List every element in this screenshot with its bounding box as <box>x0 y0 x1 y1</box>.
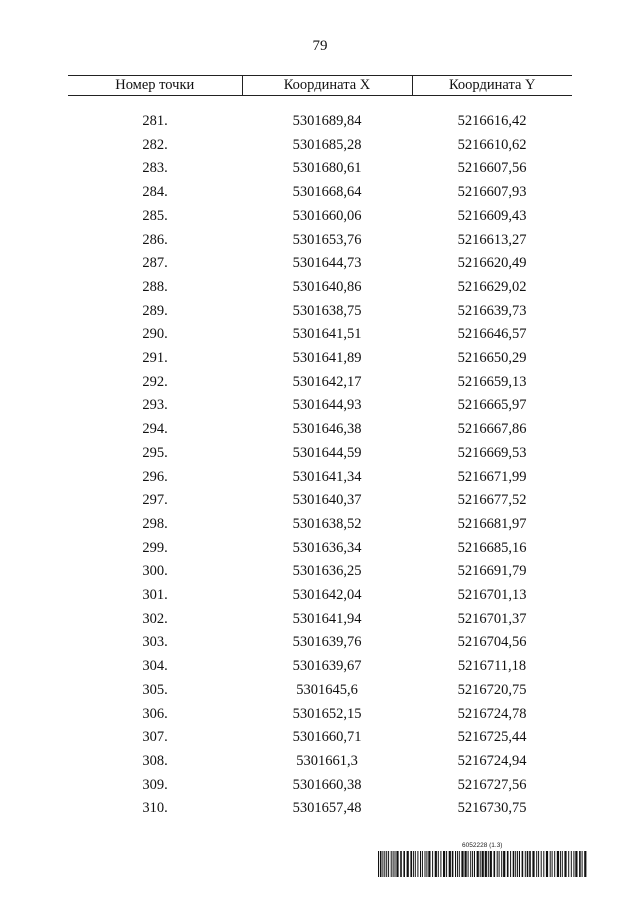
cell-coordinate-x: 5301653,76 <box>292 231 362 248</box>
cell-coordinate-x: 5301660,06 <box>292 207 362 224</box>
cell-point-number: 297. <box>142 492 168 509</box>
cell-coordinate-x: 5301644,93 <box>292 397 362 414</box>
cell-point-number: 306. <box>142 705 168 722</box>
cell-coordinate-x: 5301638,75 <box>292 302 362 319</box>
cell-coordinate-x: 5301646,38 <box>292 421 362 438</box>
cell-point-number: 283. <box>142 160 168 177</box>
cell-coordinate-y: 5216701,13 <box>457 587 527 604</box>
cell-coordinate-x: 5301668,64 <box>292 184 362 201</box>
cell-coordinate-x: 5301641,94 <box>292 610 362 627</box>
cell-coordinate-x: 5301660,71 <box>292 729 362 746</box>
cell-coordinate-y: 5216646,57 <box>457 326 527 343</box>
table-row <box>68 655 572 679</box>
cell-coordinate-y: 5216724,94 <box>457 752 527 769</box>
cell-coordinate-y: 5216607,93 <box>457 184 527 201</box>
cell-coordinate-y: 5216720,75 <box>457 681 527 698</box>
cell-coordinate-y: 5216724,78 <box>457 705 527 722</box>
cell-coordinate-y: 5216725,44 <box>457 729 527 746</box>
table-row <box>68 300 572 324</box>
cell-coordinate-x: 5301640,86 <box>292 278 362 295</box>
cell-coordinate-y: 5216629,02 <box>457 278 527 295</box>
cell-coordinate-y: 5216639,73 <box>457 302 527 319</box>
cell-coordinate-x: 5301660,38 <box>292 776 362 793</box>
table-row <box>68 703 572 727</box>
cell-point-number: 293. <box>142 397 168 414</box>
cell-coordinate-y: 5216607,56 <box>457 160 527 177</box>
cell-point-number: 308. <box>142 752 168 769</box>
cell-coordinate-x: 5301689,84 <box>292 113 362 129</box>
cell-coordinate-x: 5301638,52 <box>292 515 362 532</box>
cell-coordinate-y: 5216613,27 <box>457 231 527 248</box>
table-row <box>68 679 572 703</box>
page-number: 79 <box>312 38 328 54</box>
cell-coordinate-y: 5216671,99 <box>457 468 527 485</box>
table-row <box>68 347 572 371</box>
cell-coordinate-x: 5301652,15 <box>292 705 362 722</box>
cell-coordinate-x: 5301642,17 <box>292 373 362 390</box>
table-row <box>68 276 572 300</box>
cell-coordinate-y: 5216691,79 <box>457 563 527 580</box>
cell-point-number: 292. <box>142 373 168 390</box>
cell-point-number: 299. <box>142 539 168 556</box>
cell-coordinate-y: 5216677,52 <box>457 492 527 509</box>
cell-coordinate-y: 5216609,43 <box>457 207 527 224</box>
cell-point-number: 281. <box>142 113 168 129</box>
cell-point-number: 300. <box>142 563 168 580</box>
cell-point-number: 287. <box>142 255 168 272</box>
table-row <box>68 537 572 561</box>
cell-point-number: 289. <box>142 302 168 319</box>
cell-point-number: 291. <box>142 350 168 367</box>
cell-coordinate-x: 5301644,73 <box>292 255 362 272</box>
cell-coordinate-y: 5216610,62 <box>457 136 527 153</box>
header-coordinate-y: Координата Y <box>412 76 572 96</box>
cell-coordinate-y: 5216669,53 <box>457 444 527 461</box>
header-coordinate-x: Координата X <box>242 76 412 96</box>
table-row <box>68 489 572 513</box>
table-row <box>68 252 572 276</box>
table-row <box>68 584 572 608</box>
table-row <box>68 750 572 774</box>
cell-point-number: 295. <box>142 444 168 461</box>
cell-coordinate-y: 5216685,16 <box>457 539 527 556</box>
cell-coordinate-x: 5301641,89 <box>292 350 362 367</box>
table-row <box>68 631 572 655</box>
table-row <box>68 157 572 181</box>
header-point-number: Номер точки <box>68 76 242 96</box>
cell-point-number: 304. <box>142 658 168 675</box>
cell-point-number: 302. <box>142 610 168 627</box>
cell-point-number: 305. <box>142 681 168 698</box>
table-row <box>68 134 572 158</box>
table-row <box>68 513 572 537</box>
cell-coordinate-y: 5216620,49 <box>457 255 527 272</box>
cell-coordinate-x: 5301641,34 <box>292 468 362 485</box>
cell-coordinate-y: 5216650,29 <box>457 350 527 367</box>
cell-coordinate-y: 5216730,75 <box>457 800 527 817</box>
coordinates-table <box>68 75 572 821</box>
barcode-caption: 6052228 (1.3) <box>462 842 503 849</box>
cell-point-number: 310. <box>142 800 168 817</box>
cell-point-number: 288. <box>142 278 168 295</box>
cell-coordinate-y: 5216667,86 <box>457 421 527 438</box>
cell-coordinate-x: 5301657,48 <box>292 800 362 817</box>
cell-coordinate-y: 5216616,42 <box>457 113 527 129</box>
table-body <box>68 96 572 822</box>
cell-coordinate-x: 5301680,61 <box>292 160 362 177</box>
cell-coordinate-y: 5216665,97 <box>457 397 527 414</box>
cell-coordinate-x: 5301685,28 <box>292 136 362 153</box>
cell-coordinate-y: 5216659,13 <box>457 373 527 390</box>
cell-coordinate-x: 5301639,67 <box>292 658 362 675</box>
cell-coordinate-y: 5216704,56 <box>457 634 527 651</box>
cell-point-number: 303. <box>142 634 168 651</box>
barcode-image <box>378 851 588 877</box>
table-row <box>68 323 572 347</box>
table-row <box>68 797 572 821</box>
cell-point-number: 290. <box>142 326 168 343</box>
table-row <box>68 466 572 490</box>
cell-point-number: 294. <box>142 421 168 438</box>
table-row <box>68 229 572 253</box>
cell-point-number: 296. <box>142 468 168 485</box>
cell-coordinate-x: 5301642,04 <box>292 587 362 604</box>
cell-point-number: 282. <box>142 136 168 153</box>
cell-coordinate-y: 5216711,18 <box>457 658 527 675</box>
table-row <box>68 608 572 632</box>
cell-coordinate-x: 5301645,6 <box>296 681 358 698</box>
table-row <box>68 442 572 466</box>
cell-point-number: 298. <box>142 515 168 532</box>
cell-point-number: 284. <box>142 184 168 201</box>
cell-coordinate-x: 5301640,37 <box>292 492 362 509</box>
table-row <box>68 560 572 584</box>
cell-coordinate-x: 5301661,3 <box>296 752 358 769</box>
cell-coordinate-x: 5301636,25 <box>292 563 362 580</box>
cell-coordinate-x: 5301636,34 <box>292 539 362 556</box>
table-row <box>68 774 572 798</box>
table-row <box>68 205 572 229</box>
cell-coordinate-y: 5216727,56 <box>457 776 527 793</box>
cell-point-number: 301. <box>142 587 168 604</box>
cell-coordinate-y: 5216701,37 <box>457 610 527 627</box>
table-row <box>68 181 572 205</box>
table-header-row <box>68 76 572 96</box>
table-row <box>68 371 572 395</box>
cell-point-number: 286. <box>142 231 168 248</box>
table-row <box>68 110 572 134</box>
cell-point-number: 285. <box>142 207 168 224</box>
table-spacer-row <box>68 96 572 111</box>
table-row <box>68 394 572 418</box>
table-row <box>68 418 572 442</box>
cell-coordinate-x: 5301644,59 <box>292 444 362 461</box>
cell-point-number: 307. <box>142 729 168 746</box>
cell-point-number: 309. <box>142 776 168 793</box>
cell-coordinate-x: 5301639,76 <box>292 634 362 651</box>
cell-coordinate-x: 5301641,51 <box>292 326 362 343</box>
table-row <box>68 726 572 750</box>
cell-coordinate-y: 5216681,97 <box>457 515 527 532</box>
